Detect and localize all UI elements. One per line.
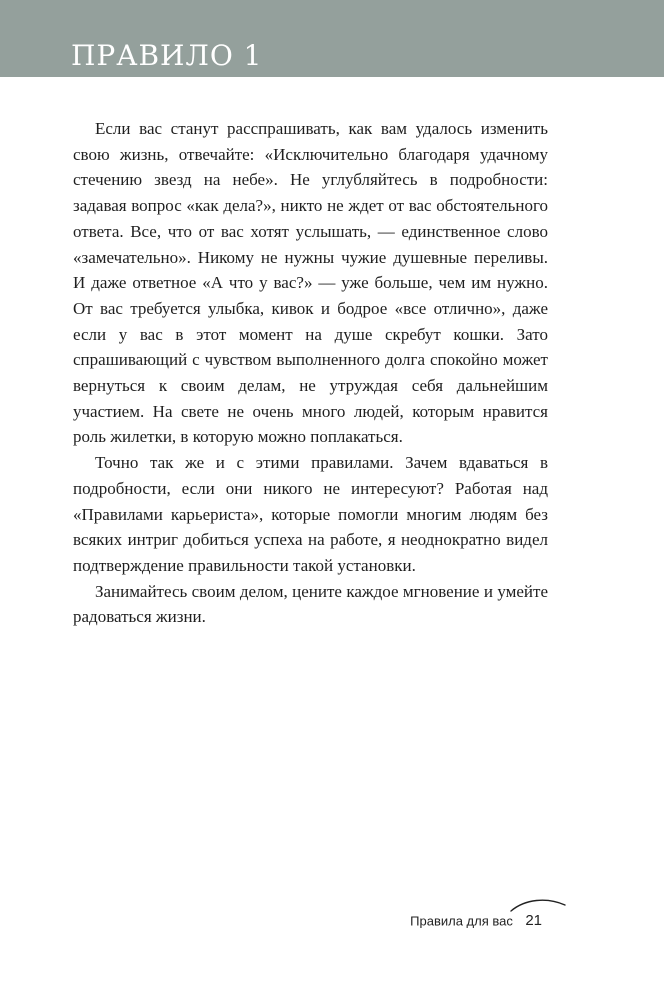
page-number: 21 <box>525 912 542 930</box>
paragraph-3: Занимайтесь своим делом, цените каждое мгновение и умейте радоваться жизни. <box>73 581 548 627</box>
chapter-header-band <box>0 0 664 77</box>
body-text <box>73 116 548 630</box>
running-footer-section: Правила для вас <box>410 913 513 929</box>
page-footer <box>410 912 542 936</box>
paragraph-2: Точно так же и с этими правилами. Зачем вдаваться в подробности, если они никого не интересуют? Работая над «Правилами карьериста», которые помогли многим людям без всяких интриг добиться успеха на работе, я неоднократно видел подтверждение правильности такой установки. <box>73 453 548 575</box>
chapter-title: ПРАВИЛО 1 <box>71 39 263 72</box>
paragraph-1: Если вас станут расспрашивать, как вам удалось изменить свою жизнь, отвечайте: «Исключительно благодаря удачному стечению звезд на небе». Не углубляйтесь в подробности: задавая вопрос «как дела?», никто не ждет от вас обстоятельного ответа. Все, что от вас хотят услышать, — единственное слово «замечательно». Никому не нужны чужие душевные переливы. И даже ответное «А что у вас?» — уже больше, чем им нужно. От вас требуется улыбка, кивок и бодрое «все отлично», даже если у вас в этот момент на душе скребут кошки. Зато спрашивающий с чувством выполненного долга спокойно может вернуться к своим делам, не утруждая себя дальнейшим участием. На свете не очень много людей, которым нравится роль жилетки, в которую можно поплакаться. <box>73 119 548 447</box>
